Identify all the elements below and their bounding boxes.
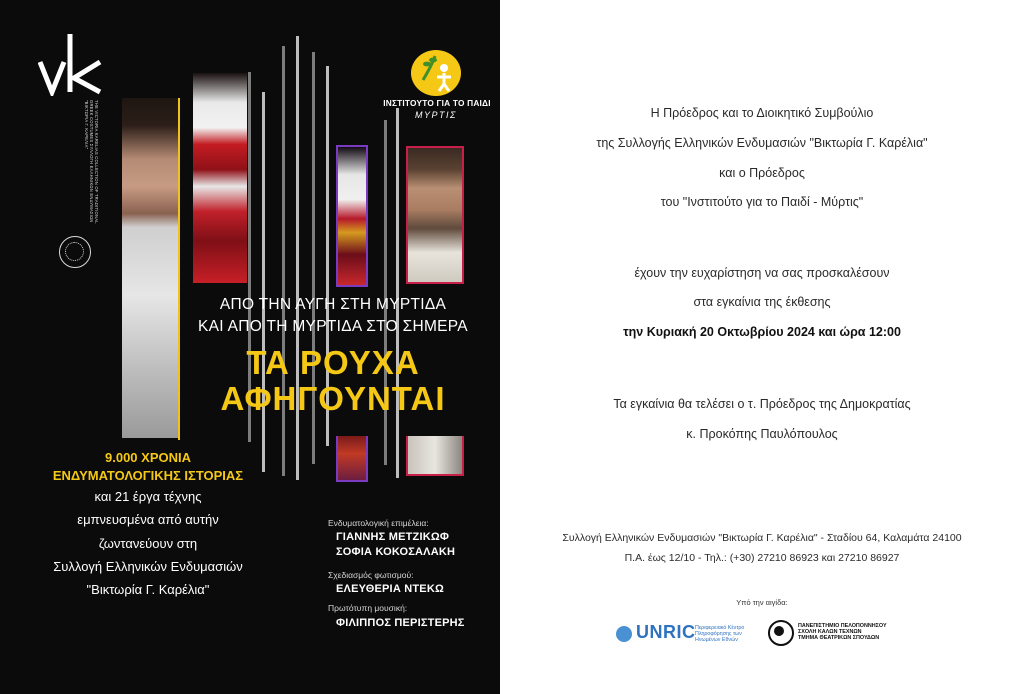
lighting-credit-label: Σχεδιασμός φωτισμού: — [328, 570, 414, 580]
invite-line-4: του "Ινστιτούτο για το Παιδί - Μύρτις" — [660, 195, 864, 209]
desc-line: ζωντανεύουν στη — [98, 536, 198, 551]
institute-logo-icon — [411, 50, 461, 96]
myrtis-brand: ΜΥΡΤΙΣ — [415, 110, 457, 120]
invite-line-9: κ. Προκόπης Παυλόπουλος — [686, 427, 838, 441]
music-credit-name: ΦΙΛΙΠΠΟΣ ΠΕΡΙΣΤΕΡΗΣ — [336, 617, 465, 629]
institute-name: ΙΝΣΤΙΤΟΥΤΟ ΓΙΑ ΤΟ ΠΑΙΔΙ — [383, 98, 491, 108]
frame-bar — [178, 98, 180, 440]
desc-line: εμπνευσμένα από αυτήν — [77, 512, 219, 527]
costume-detail-image — [336, 436, 368, 482]
history-line-1: 9.000 ΧΡΟΝΙΑ — [105, 450, 191, 465]
lighting-credit-name: ΕΛΕΥΘΕΡΙΑ ΝΤΕΚΩ — [336, 583, 444, 595]
seal-icon — [59, 236, 91, 268]
patronage-label: Υπό την αιγίδα: — [736, 598, 788, 607]
collection-vertical-text: THE VICTORIA KARELIAS COLLECTION OF TRADITIONAL GREEK COSTUMES ΣΥΛΛΟΓΗ ΕΛΛΗΝΙΚΩΝ ΕΝΔΥΜΑΣΙΩΝ "ΒΙΚΤΩΡΙΑ Γ. ΚΑΡΕΛΙΑ" — [84, 100, 99, 224]
university-name: ΠΑΝΕΠΙΣΤΗΜΙΟ ΠΕΛΟΠΟΝΝΗΣΟΥ ΣΧΟΛΗ ΚΑΛΩΝ ΤΕΧΝΩΝ ΤΜΗΜΑ ΘΕΑΤΡΙΚΩΝ ΣΠΟΥΔΩΝ — [798, 623, 887, 642]
unric-subtitle: Περιφερειακό Κέντρο Πληροφόρησης των Ηνωμένων Εθνών — [695, 625, 745, 643]
invite-line-3: και ο Πρόεδρος — [719, 166, 805, 180]
poster-panel — [0, 0, 500, 694]
invite-line-2: της Συλλογής Ελληνικών Ενδυμασιών "Βικτωρία Γ. Καρέλια" — [596, 136, 928, 150]
girl-portrait-image — [122, 98, 180, 438]
costume-image-1 — [193, 73, 247, 283]
event-date: την Κυριακή 20 Οκτωβρίου 2024 και ώρα 12:00 — [623, 325, 901, 339]
frame-bar — [396, 108, 399, 478]
title-line-1: ΤΑ ΡΟΥΧΑ — [246, 344, 420, 381]
address-line: Συλλογή Ελληνικών Ενδυμασιών "Βικτωρία Γ. Καρέλια" - Σταδίου 64, Καλαμάτα 24100 — [562, 532, 962, 544]
music-credit-label: Πρωτότυπη μουσική: — [328, 603, 408, 613]
costume-credit-name-2: ΣΟΦΙΑ ΚΟΚΟΣΑΛΑΚΗ — [336, 546, 456, 558]
invitation-panel — [500, 0, 1024, 694]
unric-logo: UNRIC — [636, 622, 696, 642]
desc-line: "Βικτωρία Γ. Καρέλια" — [86, 582, 210, 597]
invite-line-8: Τα εγκαίνια θα τελέσει ο τ. Πρόεδρος της Δημοκρατίας — [613, 397, 911, 411]
invite-line-5: έχουν την ευχαρίστηση να σας προσκαλέσουν — [634, 266, 890, 280]
desc-line: Συλλογή Ελληνικών Ενδυμασιών — [53, 559, 243, 574]
history-line-2: ΕΝΔΥΜΑΤΟΛΟΓΙΚΗΣ ΙΣΤΟΡΙΑΣ — [52, 468, 244, 483]
un-emblem-icon — [616, 626, 632, 642]
costume-image-2 — [336, 145, 368, 287]
university-seal-icon — [768, 620, 794, 646]
invite-line-6: στα εγκαίνια της έκθεσης — [693, 295, 831, 309]
fur-detail-image — [406, 436, 464, 476]
woman-portrait-image — [406, 146, 464, 284]
costume-credit-label: Ενδυματολογική επιμέλεια: — [328, 518, 429, 528]
subtitle-line-1: ΑΠΟ ΤΗΝ ΑΥΓΗ ΣΤΗ ΜΥΡΤΙΔΑ — [219, 296, 447, 313]
vk-logo-icon — [38, 32, 104, 96]
rsvp-line: Π.Α. έως 12/10 - Τηλ.: (+30) 27210 86923 και 27210 86927 — [624, 552, 900, 564]
costume-credit-name-1: ΓΙΑΝΝΗΣ ΜΕΤΖΙΚΩΦ — [336, 531, 450, 543]
invite-line-1: Η Πρόεδρος και το Διοικητικό Συμβούλιο — [650, 106, 874, 120]
title-line-2: ΑΦΗΓΟΥΝΤΑΙ — [220, 380, 446, 417]
subtitle-line-2: ΚΑΙ ΑΠΟ ΤΗ ΜΥΡΤΙΔΑ ΣΤΟ ΣΗΜΕΡΑ — [198, 318, 468, 335]
desc-line: και 21 έργα τέχνης — [94, 489, 202, 504]
